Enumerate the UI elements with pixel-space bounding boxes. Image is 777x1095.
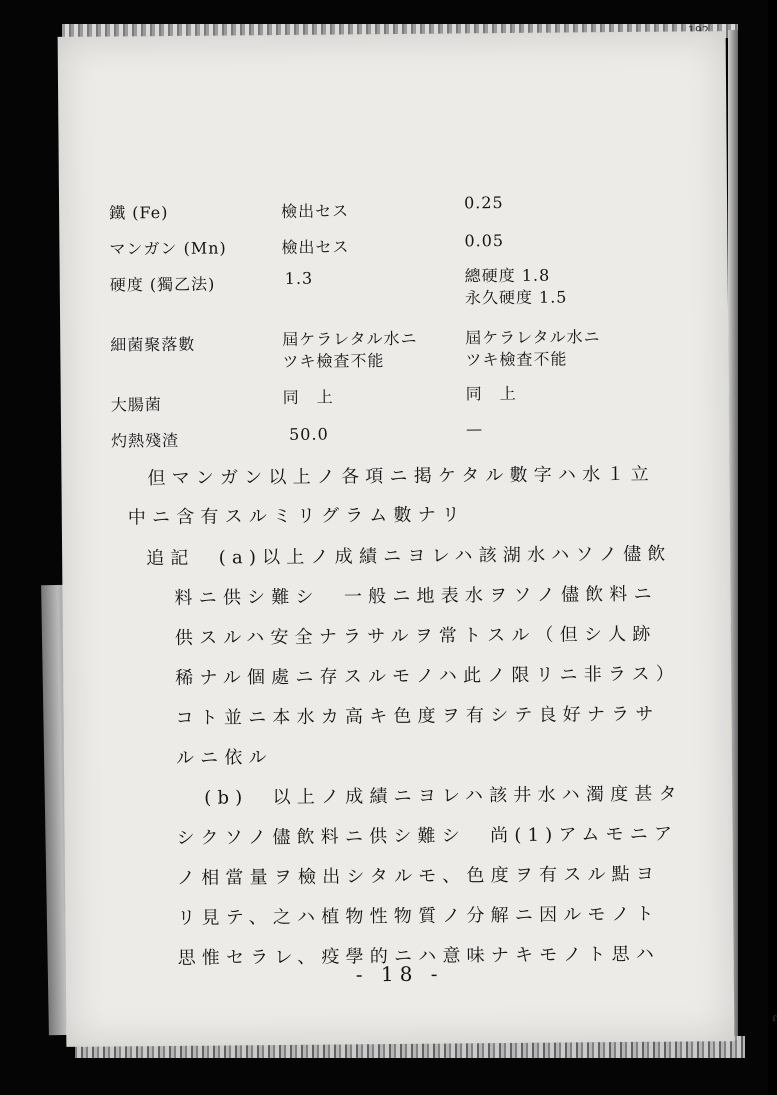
table-cell: 屆ケラレタル水ニ [282, 328, 418, 349]
table-cell: 屆ケラレタル水ニ [465, 327, 601, 348]
stray-mark: ɾ [772, 1012, 777, 1024]
body-line: ノ相當量ヲ檢出シタルモ、色度ヲ有スル點ヨ [176, 863, 661, 889]
table-row-label: 硬度 (獨乙法) [109, 274, 216, 295]
table-cell: ツキ檢査不能 [465, 349, 568, 370]
document-page [58, 31, 777, 1047]
body-line: コト並ニ本水カ高キ色度ヲ有シテ良好ナラサ [175, 703, 660, 729]
body-line: 料ニ供シ難シ 一般ニ地表水ヲソノ儘飲料ニ [174, 583, 658, 609]
table-cell: 同 上 [282, 387, 334, 407]
table-cell: 檢出セス [281, 237, 350, 257]
page-number: - 18 - [355, 961, 444, 987]
body-line: ルニ依ル [175, 747, 273, 769]
table-cell: 同 上 [465, 383, 517, 404]
body-line: 思惟セラレ、疫學的ニハ意味ナキモノト思ハ [177, 943, 661, 969]
table-cell: 0.25 [463, 193, 504, 213]
table-cell: 1.3 [284, 268, 314, 288]
body-line: 供スルハ安全ナラサルヲ常トスル（但シ人跡 [174, 623, 657, 649]
body-line: 中ニ含有スルミリグラム數ナリ [127, 504, 467, 529]
table-row-label: 大腸菌 [110, 395, 162, 415]
table-row-label: マンガン (Mn) [109, 238, 227, 259]
table-row-label: 灼熱殘渣 [111, 430, 180, 451]
table-row-label: 細菌聚落數 [110, 334, 196, 355]
table-cell: 檢出セス [281, 201, 350, 221]
table-row-label: 鐵 (Fe) [109, 202, 169, 223]
table-cell: 50.0 [289, 424, 329, 444]
body-line: リ見テ、之ハ植物性物質ノ分解ニ因ルモノト [177, 903, 660, 929]
table-cell: ツキ檢査不能 [282, 351, 385, 371]
table-cell: 總硬度 1.8 [464, 265, 551, 286]
body-line: 追記 (a)以上ノ成績ニヨレハ該湖水ハソノ儘飲 [146, 543, 672, 570]
body-line: (b) 以上ノ成績ニヨレハ該井水ハ濁度甚タ [204, 783, 683, 809]
table-cell: 永久硬度 1.5 [464, 287, 568, 308]
body-line: 稀ナル個處ニ存スルモノハ此ノ限リニ非ラス） [175, 663, 681, 689]
body-line: シクソノ儘飲料ニ供シ難シ 尚(1)アムモニア [176, 823, 679, 849]
body-line: 但マンガン以上ノ各項ニ掲ケタル數字ハ水１立 [147, 463, 655, 490]
table-cell: — [465, 419, 484, 439]
table-cell: 0.05 [464, 231, 505, 251]
